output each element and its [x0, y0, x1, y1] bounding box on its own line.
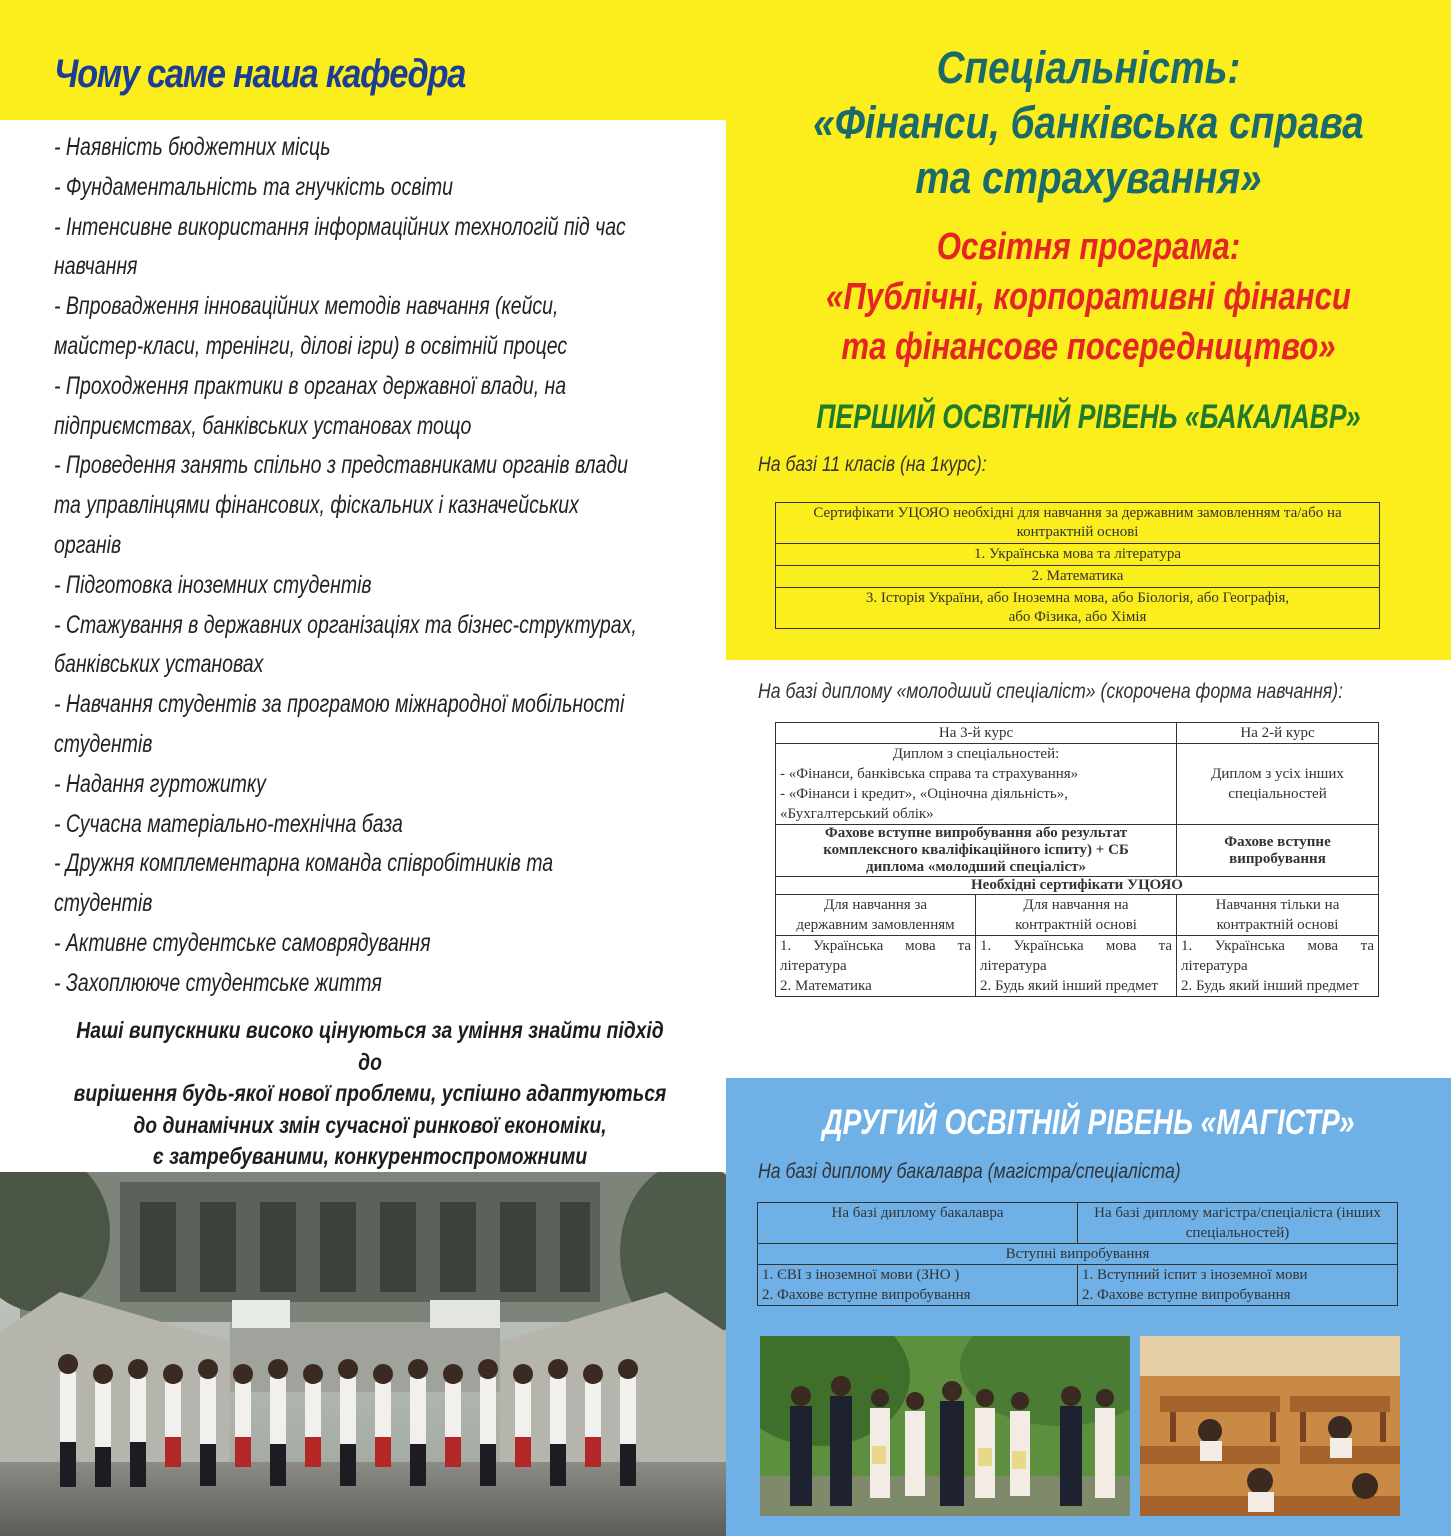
- master-table: [757, 1202, 1398, 1306]
- reason-line: студентів: [54, 889, 153, 918]
- reason-line: студентів: [54, 729, 153, 758]
- cert-item: 1. Українська мова та література: [780, 938, 971, 974]
- certificates-table: [775, 502, 1380, 629]
- cert-item: 2. Будь який інший предмет: [980, 978, 1158, 994]
- program-line: Освітня програма:: [936, 226, 1241, 268]
- diploma-item: «Бухгалтерський облік»: [780, 806, 934, 822]
- diploma-other-cell: Диплом з усіх інших спеціальностей: [1177, 744, 1379, 825]
- reason-line: та управлінцями фінансових, фіскальних і казначейських: [54, 491, 579, 520]
- reason-line: - Захоплююче студентське життя: [54, 968, 382, 997]
- program-line: «Публічні, корпоративні фінанси: [826, 276, 1351, 318]
- certs-contract-only-head: Навчання тільки на контрактній основі: [1177, 895, 1379, 936]
- reason-line: навчання: [54, 252, 138, 281]
- reasons-list: [54, 128, 694, 1004]
- reason-line: - Стажування в державних організаціях та бізнес-структурах,: [54, 610, 637, 639]
- graduates-line: вирішення будь-якої нової проблеми, успішно адаптуються: [73, 1080, 667, 1106]
- master-exams-specialist: [1078, 1265, 1398, 1306]
- program-title: [726, 222, 1451, 372]
- reason-line: - Активне студентське самоврядування: [54, 928, 431, 957]
- reason-line: - Проведення занять спільно з представниками органів влади: [54, 451, 628, 480]
- reason-line: - Надання гуртожитку: [54, 769, 266, 798]
- diploma-title: Диплом з спеціальностей:: [892, 746, 1060, 762]
- cert-table-header: Сертифікати УЦОЯО необхідні для навчання за державним замовленням та/або на контрактній основі: [776, 503, 1380, 544]
- cert-table-row: 2. Математика: [776, 566, 1380, 588]
- master-level-title: [726, 1103, 1451, 1143]
- cert-table-row: [776, 588, 1380, 629]
- cert-row3-line: 3. Історія України, або Іноземна мова, або Біологія, або Географія,: [865, 590, 1290, 606]
- reason-line: банківських установах: [54, 650, 264, 679]
- base-11-note: На базі 11 класів (на 1курс):: [758, 453, 987, 476]
- reason-line: - Впровадження інноваційних методів навчання (кейси,: [54, 292, 559, 321]
- master-col-specialist: На базі диплому магістра/спеціаліста (інших спеціальностей): [1078, 1203, 1398, 1244]
- col-course-3: На 3-й курс: [776, 723, 1177, 744]
- certs-state-head: Для навчання за державним замовленням: [776, 895, 976, 936]
- graduates-line: до динамічних змін сучасної ринкової економіки,: [133, 1111, 607, 1138]
- reason-line: - Проходження практики в органах державної влади, на: [54, 371, 567, 400]
- classroom-photo: [1140, 1336, 1400, 1516]
- specialty-title: [726, 40, 1451, 205]
- bachelor-level-title: [726, 398, 1451, 437]
- cert-row3-line: або Фізика, або Хімія: [1008, 609, 1147, 625]
- junior-specialist-table: [775, 722, 1379, 997]
- certs-contract-only-body: [1177, 936, 1379, 997]
- cert-item: 1. Українська мова та література: [1181, 938, 1374, 974]
- certs-contract-head: Для навчання на контрактній основі: [976, 895, 1177, 936]
- exam-item: 2. Фахове вступне випробування: [1082, 1287, 1291, 1303]
- cert-item: 2. Математика: [780, 978, 872, 994]
- reason-line: підприємствах, банківських установах тощо: [54, 411, 472, 440]
- exam-item: 2. Фахове вступне випробування: [762, 1287, 971, 1303]
- specialty-line: «Фінанси, банківська справа: [813, 97, 1364, 148]
- cert-item: 1. Українська мова та література: [980, 938, 1172, 974]
- col-course-2: На 2-й курс: [1177, 723, 1379, 744]
- reason-line: - Дружня комплементарна команда співробітників та: [54, 849, 554, 878]
- certs-header: Необхідні сертифікати УЦОЯО: [776, 877, 1379, 895]
- master-exams-header: Вступні випробування: [758, 1244, 1398, 1265]
- exam-course-2: Фахове вступне випробування: [1177, 825, 1379, 877]
- exam-course-3: Фахове вступне випробування або результат комплексного кваліфікаційного іспиту) + СБ диплома «молодший спеціаліст»: [776, 825, 1177, 877]
- specialty-line: та страхування»: [915, 152, 1262, 203]
- reason-line: - Сучасна матеріально-технічна база: [54, 809, 403, 838]
- graduates-statement: [10, 1015, 730, 1173]
- graduates-line: є затребуваними, конкурентоспроможними: [152, 1143, 588, 1169]
- exam-item: 1. Вступний іспит з іноземної мови: [1082, 1267, 1308, 1283]
- reason-line: - Підготовка іноземних студентів: [54, 570, 372, 599]
- reason-line: - Фундаментальність та гнучкість освіти: [54, 172, 453, 201]
- bachelor-title-text: ПЕРШИЙ ОСВІТНІЙ РІВЕНЬ «БАКАЛАВР»: [816, 398, 1361, 436]
- exam-item: 1. ЄВІ з іноземної мови (ЗНО ): [762, 1267, 960, 1283]
- reason-line: майстер-класи, тренінги, ділові ігри) в освітній процес: [54, 331, 568, 360]
- specialty-line: Спеціальність:: [936, 42, 1241, 93]
- certs-state-body: [776, 936, 976, 997]
- program-line: та фінансове посередництво»: [841, 326, 1336, 368]
- master-base-note: На базі диплому бакалавра (магістра/спеціаліста): [758, 1160, 1181, 1183]
- department-heading: Чому саме наша кафедра: [54, 52, 466, 96]
- reason-line: - Наявність бюджетних місць: [54, 133, 331, 161]
- reason-line: - Навчання студентів за програмою міжнародної мобільності: [54, 690, 625, 719]
- cert-table-row: 1. Українська мова та література: [776, 544, 1380, 566]
- cert-item: 2. Будь який інший предмет: [1181, 978, 1359, 994]
- reason-line: - Інтенсивне використання інформаційних технологій під час: [54, 212, 626, 241]
- group-photo: [0, 1172, 726, 1536]
- diploma-cell: [776, 744, 1177, 825]
- master-col-bachelor: На базі диплому бакалавра: [758, 1203, 1078, 1244]
- master-exams-bachelor: [758, 1265, 1078, 1306]
- graduation-photo: [760, 1336, 1130, 1516]
- reason-line: органів: [54, 530, 122, 559]
- diploma-item: - «Фінанси і кредит», «Оціночна діяльність»,: [780, 786, 1068, 802]
- graduates-line: Наші випускники високо цінуються за уміння знайти підхід до: [76, 1017, 664, 1075]
- diploma-item: - «Фінанси, банківська справа та страхування»: [780, 766, 1079, 782]
- certs-contract-body: [976, 936, 1177, 997]
- master-title-text: ДРУГИЙ ОСВІТНІЙ РІВЕНЬ «МАГІСТР»: [822, 1103, 1355, 1142]
- junior-specialist-note: На базі диплому «молодший спеціаліст» (скорочена форма навчання):: [758, 680, 1343, 703]
